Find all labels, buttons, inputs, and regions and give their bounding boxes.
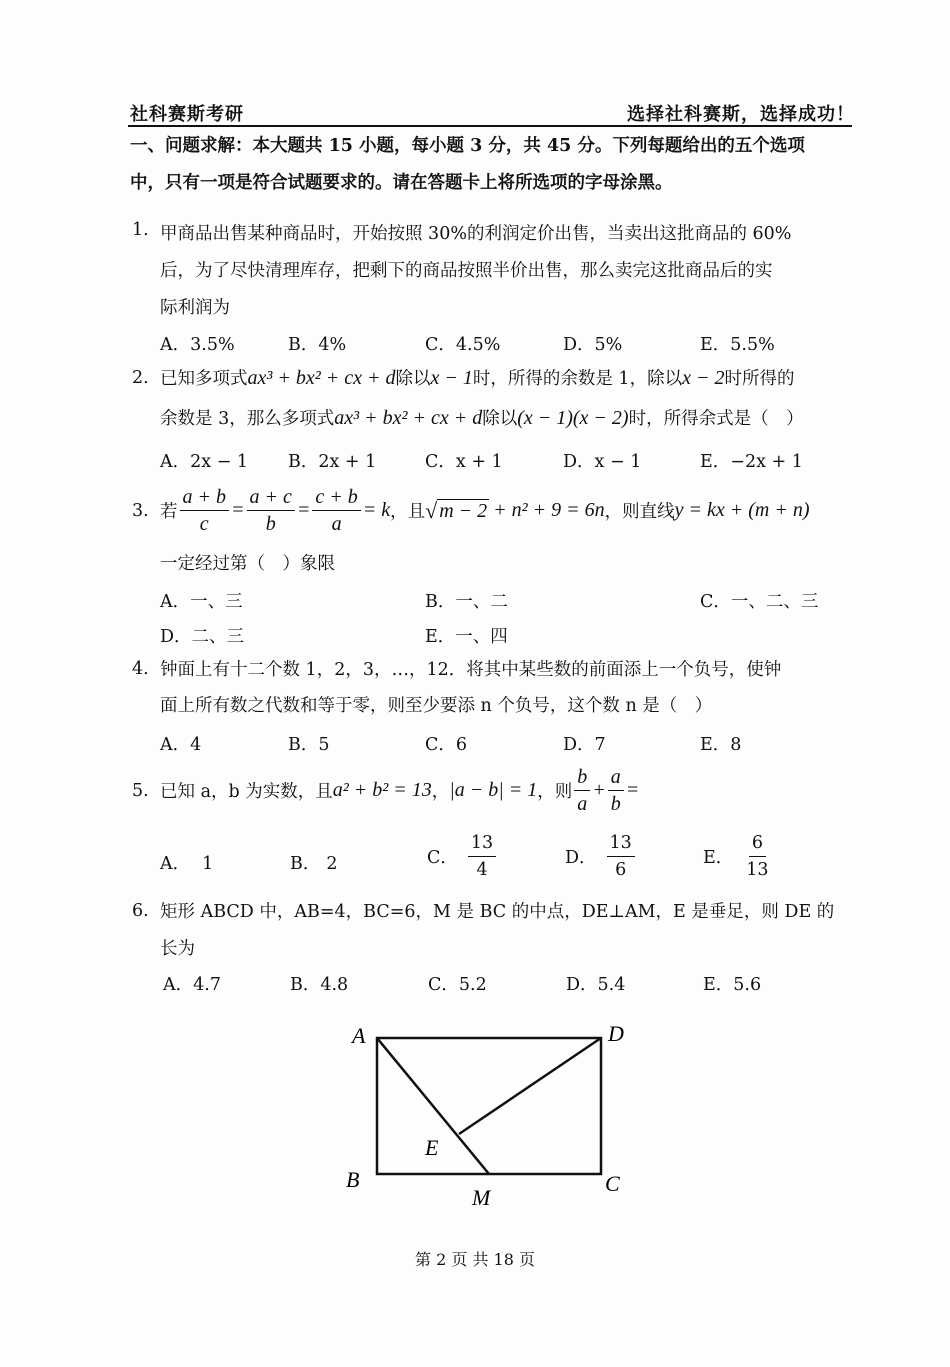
q5-text: ，则 bbox=[537, 782, 573, 802]
q6-line1: 矩形 ABCD 中，AB=4，BC=6，M 是 BC 的中点，DE⊥AM，E 是垂足，则 DE 的 bbox=[160, 902, 835, 922]
fraction-numerator: a + b bbox=[180, 484, 230, 511]
q4-option-b: B．5 bbox=[288, 735, 330, 755]
q4-option-c: C．6 bbox=[425, 735, 468, 755]
label-m: M bbox=[472, 1185, 491, 1210]
label-b: B bbox=[346, 1167, 360, 1192]
q4-option-a: A．4 bbox=[160, 735, 202, 755]
q4-line1: 钟面上有十二个数 1，2，3，…，12．将其中某些数的前面添上一个负号，使钟 bbox=[160, 660, 782, 680]
q5-text: ， bbox=[431, 782, 450, 802]
q2-divisor1: x − 1 bbox=[430, 367, 473, 389]
q5-fraction-a-over-b bbox=[608, 764, 624, 817]
q3-fraction-1 bbox=[180, 484, 230, 537]
q3-fraction-3 bbox=[312, 484, 360, 537]
label-a: A bbox=[352, 1023, 366, 1048]
header-left: 社科赛斯考研 bbox=[130, 104, 244, 125]
option-fraction bbox=[607, 830, 635, 883]
fraction-denominator: b bbox=[265, 513, 276, 535]
q2-text: 时所得的 bbox=[724, 369, 795, 389]
q6-option-b: B．4.8 bbox=[290, 975, 349, 995]
q2-text: 时，所得的余数是 1，除以 bbox=[472, 369, 683, 389]
q6-option-c: C．5.2 bbox=[428, 975, 487, 995]
q2-line1 bbox=[160, 365, 794, 390]
fraction-denominator: 6 bbox=[615, 860, 627, 880]
fraction-numerator: b bbox=[574, 764, 590, 791]
q2-divisor2: x − 2 bbox=[682, 367, 725, 389]
fraction-numerator: a bbox=[608, 764, 624, 791]
option-fraction bbox=[468, 830, 496, 883]
label-d: D bbox=[608, 1021, 624, 1046]
label-c: C bbox=[605, 1171, 620, 1196]
q2-option-d: D．x − 1 bbox=[563, 452, 642, 472]
rectangle-abcd bbox=[377, 1038, 601, 1174]
page-number: 第 2 页 共 18 页 bbox=[415, 1250, 535, 1269]
rectangle-figure bbox=[330, 1010, 650, 1220]
q2-option-a: A．2x − 1 bbox=[160, 452, 249, 472]
q3-text: ，则直线 bbox=[604, 502, 675, 522]
q5-number: 5. bbox=[132, 781, 149, 801]
q3-option-e: E．一、四 bbox=[425, 627, 508, 647]
q1-line2: 后，为了尽快清理库存，把剩下的商品按照半价出售，那么卖完这批商品后的实 bbox=[160, 261, 773, 281]
q2-option-e: E．−2x + 1 bbox=[700, 452, 803, 472]
q2-text: 除以 bbox=[482, 409, 518, 429]
fraction-denominator: a bbox=[331, 513, 342, 535]
q3-sqrt-radicand: m − 2 bbox=[439, 499, 488, 522]
q1-line3: 际利润为 bbox=[160, 298, 230, 318]
option-value: 1 bbox=[202, 854, 214, 874]
q2-number: 2. bbox=[132, 368, 149, 388]
q5-option-d bbox=[565, 830, 637, 883]
section-title bbox=[130, 128, 855, 202]
section-title-line2: 中，只有一项是符合试题要求的。请在答题卡上将所选项的字母涂黑。 bbox=[130, 173, 673, 193]
fraction-numerator: a + c bbox=[247, 484, 295, 511]
q2-polynomial: ax³ + bx² + cx + d bbox=[247, 367, 396, 389]
option-fraction bbox=[743, 830, 771, 883]
q5-line1 bbox=[160, 764, 639, 817]
q1-option-c: C．4.5% bbox=[425, 335, 501, 355]
label-e: E bbox=[425, 1135, 439, 1160]
option-value: 2 bbox=[326, 854, 338, 874]
sqrt-sign-icon: √ bbox=[425, 497, 438, 523]
fraction-denominator: a bbox=[577, 793, 588, 815]
q1-option-d: D．5% bbox=[563, 335, 623, 355]
q3-text: ，且 bbox=[390, 502, 426, 522]
q3-equals-k: = k bbox=[362, 499, 391, 521]
q1-option-a: A．3.5% bbox=[160, 335, 235, 355]
q3-line-equation: y = kx + (m + n) bbox=[674, 499, 810, 521]
q3-option-d: D．二、三 bbox=[160, 627, 245, 647]
q5-equals: = bbox=[625, 779, 640, 801]
q2-option-c: C．x + 1 bbox=[425, 452, 503, 472]
fraction-numerator: 6 bbox=[749, 830, 766, 857]
q4-option-d: D．7 bbox=[563, 735, 606, 755]
header-right: 选择社科赛斯，选择成功！ bbox=[627, 104, 855, 125]
option-label: B． bbox=[290, 854, 321, 874]
fraction-denominator: 13 bbox=[746, 860, 769, 880]
q1-number: 1. bbox=[132, 220, 149, 240]
q6-option-d: D．5.4 bbox=[566, 975, 626, 995]
q5-option-c bbox=[427, 830, 498, 883]
q2-option-b: B．2x + 1 bbox=[288, 452, 377, 472]
fraction-denominator: b bbox=[610, 793, 621, 815]
q1-line1: 甲商品出售某种商品时，开始按照 30%的利润定价出售，当卖出这批商品的 60% bbox=[160, 224, 792, 244]
option-label: E． bbox=[703, 848, 734, 868]
q3-option-b: B．一、二 bbox=[425, 592, 508, 612]
q2-text: 余数是 3，那么多项式 bbox=[160, 409, 335, 429]
q3-option-a: A．一、三 bbox=[160, 592, 243, 612]
q3-equation: + n² + 9 = 6n bbox=[493, 499, 605, 521]
q4-line2: 面上所有数之代数和等于零，则至少要添 n 个负号，这个数 n 是（ ） bbox=[160, 696, 713, 716]
fraction-numerator: c + b bbox=[312, 484, 360, 511]
q5-option-e bbox=[703, 830, 774, 883]
q1-option-e: E．5.5% bbox=[700, 335, 775, 355]
option-label: D． bbox=[565, 848, 597, 868]
q5-option-b bbox=[290, 850, 338, 875]
q2-text: 除以 bbox=[395, 369, 431, 389]
q4-number: 4. bbox=[132, 659, 149, 679]
q2-line2 bbox=[160, 405, 804, 430]
q3-option-c: C．一、二、三 bbox=[700, 592, 819, 612]
q6-number: 6. bbox=[132, 901, 149, 921]
q5-equation-2: |a − b| = 1 bbox=[449, 779, 538, 801]
fraction-denominator: 4 bbox=[476, 860, 488, 880]
option-label: A． bbox=[160, 854, 191, 874]
q3-line1: 若 $\frac{a + b}{c}$ = $\frac{a + c}{b}$ = $\frac{c + b}{a}$ = k ，且 √ m − 2 + n² + 9 = 6n ，则直线 y = kx + (m + n) bbox=[160, 486, 810, 535]
q2-text: 时，所得余式是（ ） bbox=[628, 409, 804, 429]
option-label: C． bbox=[427, 848, 458, 868]
q5-plus: + bbox=[592, 779, 606, 801]
fraction-denominator: c bbox=[199, 513, 209, 535]
q6-option-e: E．5.6 bbox=[703, 975, 762, 995]
q2-text: 已知多项式 bbox=[160, 369, 248, 389]
q3-text: 若 bbox=[160, 502, 178, 522]
q1-option-b: B．4% bbox=[288, 335, 347, 355]
q4-option-e: E．8 bbox=[700, 735, 742, 755]
fraction-numerator: 13 bbox=[468, 830, 496, 857]
q5-equation-1: a² + b² = 13 bbox=[332, 779, 432, 801]
q6-line2: 长为 bbox=[160, 939, 195, 959]
q3-number: 3. bbox=[132, 501, 149, 521]
segment-de bbox=[459, 1038, 601, 1134]
q2-polynomial: ax³ + bx² + cx + d bbox=[334, 407, 483, 429]
fraction-numerator: 13 bbox=[607, 830, 635, 857]
q3-fraction-2 bbox=[247, 484, 295, 537]
q5-option-a bbox=[160, 850, 213, 875]
q2-divisor-product: (x − 1)(x − 2) bbox=[517, 407, 629, 429]
section-title-line1: 一、问题求解：本大题共 15 小题，每小题 3 分，共 45 分。下列每题给出的五个选项 bbox=[130, 136, 805, 156]
header-rule bbox=[128, 125, 852, 127]
q5-fraction-b-over-a bbox=[574, 764, 590, 817]
q5-text: 已知 a，b 为实数，且 bbox=[160, 782, 333, 802]
q6-option-a: A．4.7 bbox=[163, 975, 221, 995]
q3-line2: 一定经过第（ ）象限 bbox=[160, 554, 335, 574]
